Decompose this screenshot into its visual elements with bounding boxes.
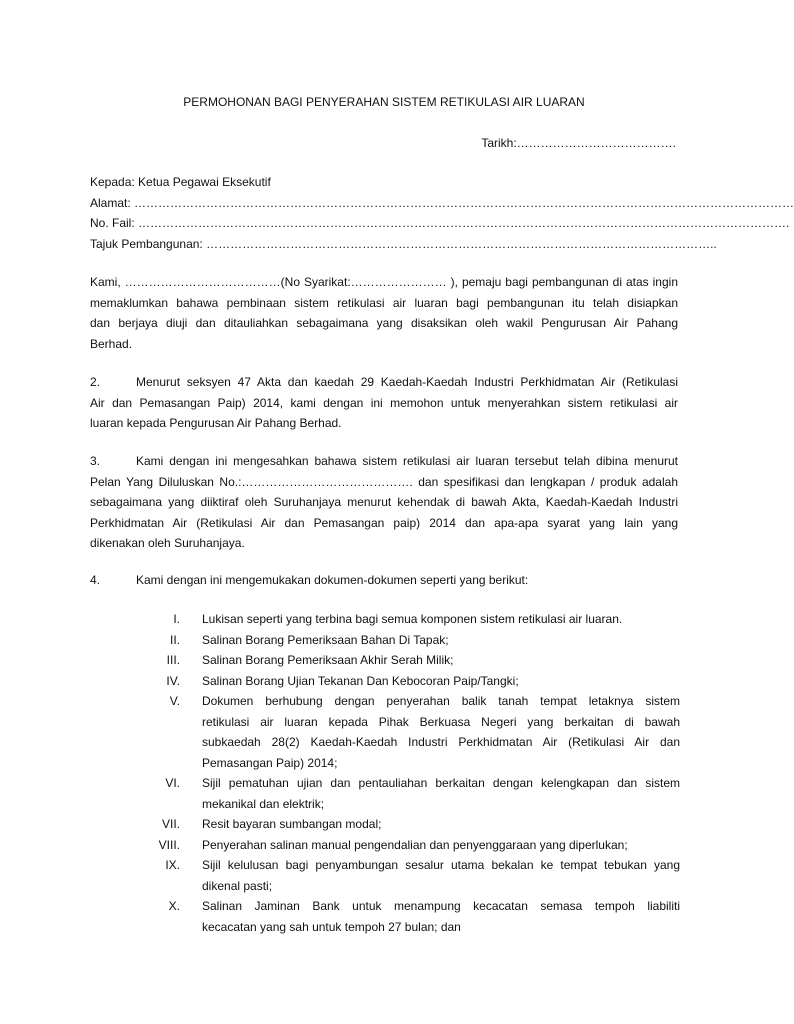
list-item — [140, 650, 680, 671]
list-item-text: Salinan Borang Pemeriksaan Bahan Di Tapak; — [202, 632, 449, 647]
list-item-number: X. — [168, 899, 180, 913]
list-item-text: Salinan Borang Ujian Tekanan Dan Kebocoran Paip/Tangki; — [202, 673, 519, 688]
list-item — [140, 630, 680, 651]
list-item-number: II. — [169, 632, 180, 647]
paragraph-line: sebagaimana yang diiktiraf oleh Suruhanjaya menurut kehendak di bawah Akta, Kaedah-Kaedah Industri — [90, 495, 678, 509]
list-item — [140, 835, 680, 856]
list-item — [140, 691, 680, 773]
recipient-line: Kepada: Ketua Pegawai Eksekutif — [90, 175, 271, 189]
list-item-text: subkaedah 28(2) Kaedah-Kaedah Industri Perkhidmatan Air (Retikulasi Air dan — [202, 735, 680, 749]
list-item-number: III. — [166, 653, 180, 667]
list-item-text: Resit bayaran sumbangan modal; — [202, 817, 382, 831]
list-item-text: Penyerahan salinan manual pengendalian dan penyenggaraan yang diperlukan; — [202, 837, 628, 852]
paragraph-line: Berhad. — [90, 336, 133, 351]
list-item-number: IX. — [165, 858, 180, 872]
list-item — [140, 896, 680, 937]
list-item-text: mekanikal dan elektrik; — [202, 796, 325, 811]
list-item-text: Pemasangan Paip) 2014; — [202, 755, 338, 770]
paragraph-line: Pelan Yang Diluluskan No.:……………………………………. dan spesifikasi dan lengkapan / produk adalah — [90, 474, 678, 489]
list-item-number: VI. — [165, 776, 180, 790]
paragraph-line: luaran kepada Pengurusan Air Pahang Berhad. — [90, 416, 342, 430]
paragraph-1 — [90, 272, 678, 354]
list-item-text: Sijil pematuhan ujian dan pentauliahan berkaitan dengan kelengkapan dan sistem — [202, 776, 680, 790]
paragraph-line: Kami, …………………………………(No Syarikat:…………………… ), pemaju bagi pembangunan di atas ingin — [90, 275, 678, 289]
paragraph-line: dikenakan oleh Suruhanjaya. — [90, 536, 245, 550]
list-item — [140, 773, 680, 814]
list-item-text: dikenal pasti; — [202, 878, 273, 893]
paragraph-line: Menurut seksyen 47 Akta dan kaedah 29 Kaedah-Kaedah Industri Perkhidmatan Air (Retikulasi — [136, 375, 678, 389]
list-item-number: I. — [173, 612, 180, 626]
address-block — [90, 172, 794, 254]
list-item-number: V. — [169, 694, 180, 708]
paragraph-line: Kami dengan ini mengemukakan dokumen-dokumen seperti yang berikut: — [136, 573, 529, 587]
list-item-number: VIII. — [158, 837, 180, 852]
paragraph-4 — [90, 570, 678, 591]
list-item-text: Salinan Jaminan Bank untuk menampung kecacatan semasa tempoh liabiliti — [202, 899, 680, 913]
paragraph-number: 2. — [90, 375, 101, 389]
paragraph-line: dan berjaya diuji dan ditauliahkan sebagaimana yang disaksikan oleh wakil Pengurusan Air Pahang — [90, 316, 678, 330]
paragraph-2 — [90, 372, 678, 434]
list-item — [140, 814, 680, 835]
list-item-number: IV. — [166, 673, 180, 688]
paragraph-line: Air dan Pemasangan Paip) 2014, kami dengan ini memohon untuk menyerahkan sistem retikulasi air — [90, 395, 678, 410]
list-item — [140, 855, 680, 896]
development-title-line: Tajuk Pembangunan: ……………………………………………………………………………………………………………….. — [90, 236, 717, 251]
list-item-number: VII. — [161, 817, 180, 831]
paragraph-3 — [90, 451, 678, 554]
address-line: Alamat: ………………………………………………………………………………………………………………………………………………… — [90, 195, 794, 210]
list-item — [140, 609, 680, 630]
paragraph-line: Kami dengan ini mengesahkan bahawa sistem retikulasi air luaran tersebut telah dibina menurut — [136, 454, 678, 468]
date-field: Tarikh:…………………………………. — [481, 136, 676, 150]
paragraph-number: 3. — [90, 454, 101, 468]
list-item-text: Lukisan seperti yang terbina bagi semua komponen sistem retikulasi air luaran. — [202, 612, 623, 626]
list-item-text: retikulasi air luaran kepada Pihak Berkuasa Negeri yang berkaitan di bawah — [202, 714, 680, 729]
list-item — [140, 671, 680, 692]
paragraph-line: memaklumkan bahawa pembinaan sistem retikulasi air luaran bagi pembangunan itu telah disiapkan — [90, 295, 678, 310]
document-title: PERMOHONAN BAGI PENYERAHAN SISTEM RETIKULASI AIR LUARAN — [183, 95, 585, 109]
file-number-line: No. Fail: ………………………………………………………………………………………………………………………………………………. — [90, 216, 790, 230]
document-list — [140, 609, 680, 937]
list-item-text: Dokumen berhubung dengan penyerahan balik tanah tempat letaknya sistem — [202, 694, 680, 708]
list-item-text: Sijil kelulusan bagi penyambungan sesalur utama bekalan ke tempat tebukan yang — [202, 858, 680, 872]
paragraph-number: 4. — [90, 573, 101, 587]
list-item-text: kecacatan yang sah untuk tempoh 27 bulan; dan — [202, 919, 461, 934]
list-item-text: Salinan Borang Pemeriksaan Akhir Serah Milik; — [202, 653, 454, 667]
paragraph-line: Perkhidmatan Air (Retikulasi Air dan Pemasangan paip) 2014 dan apa-apa syarat yang lain yang — [90, 515, 678, 530]
